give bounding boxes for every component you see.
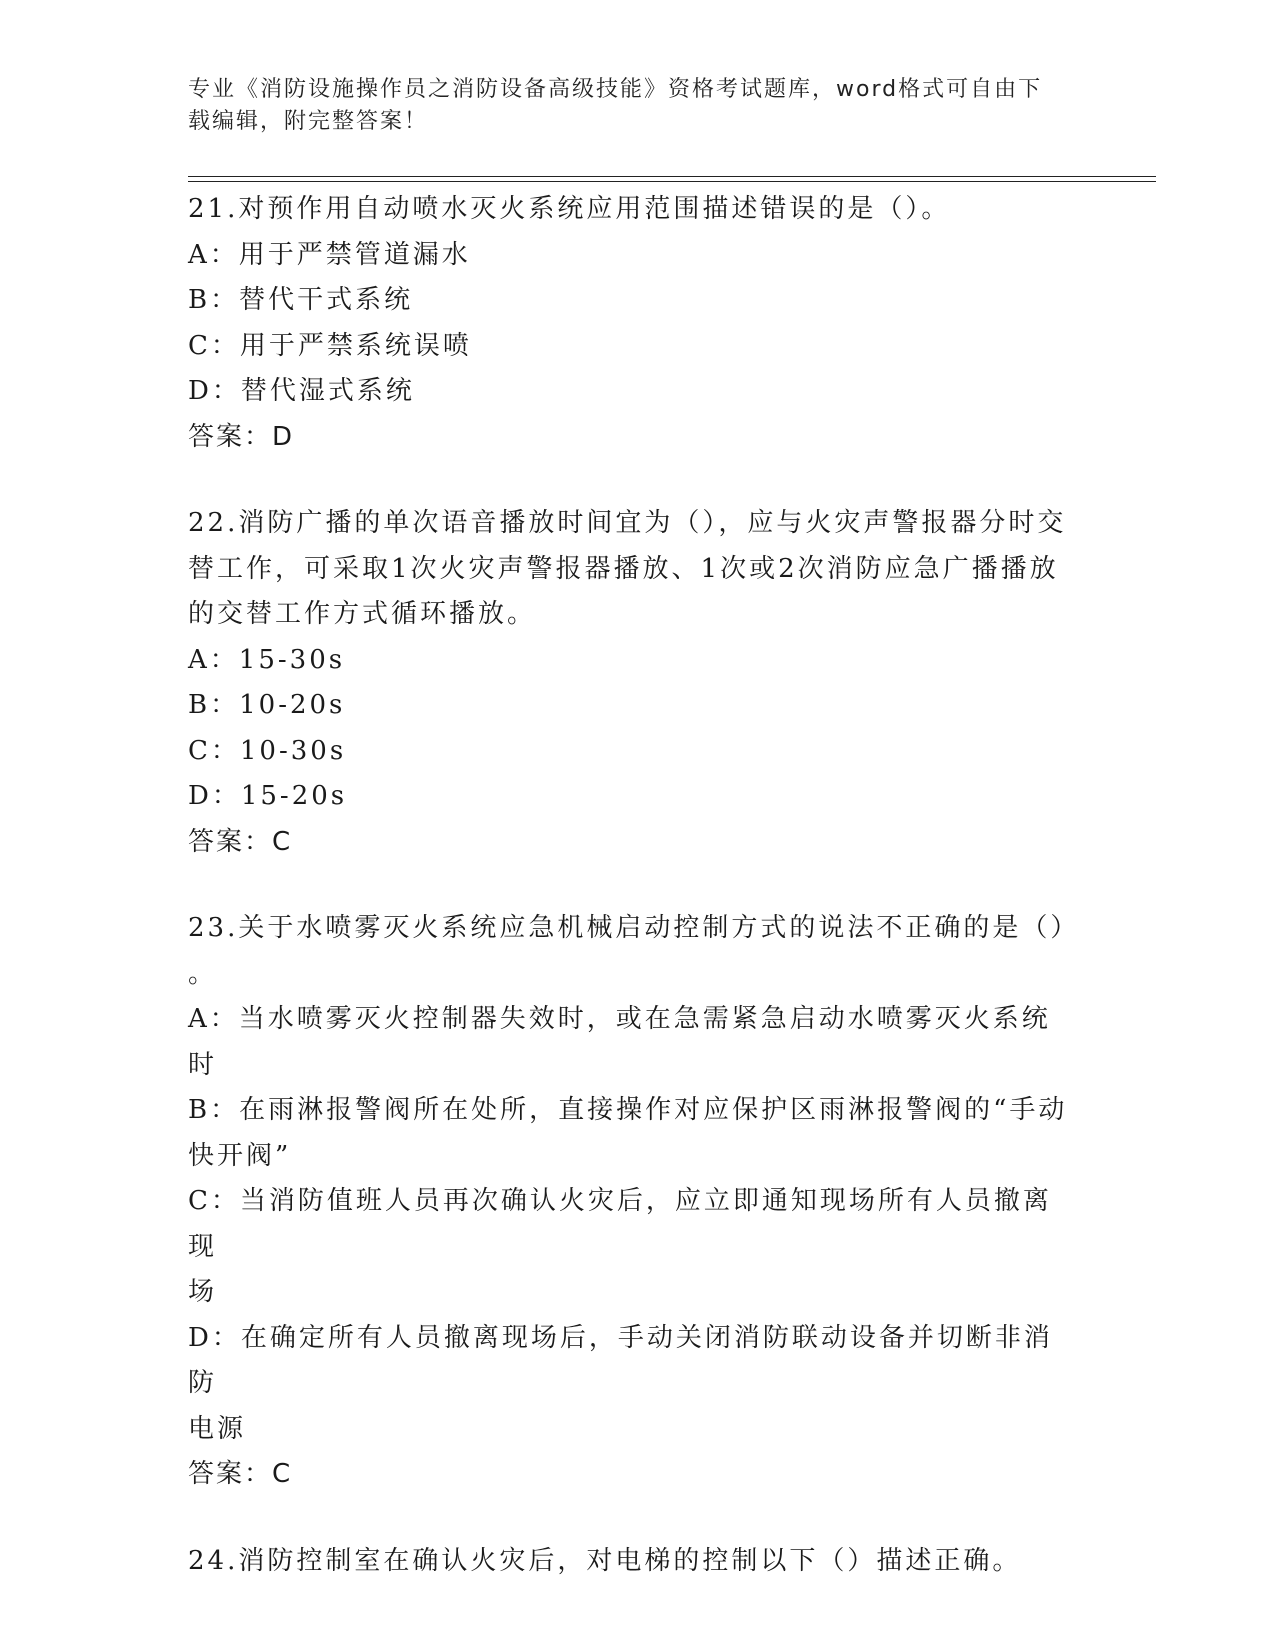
answer-line: 答案：D bbox=[188, 421, 295, 452]
option-a: A：当水喷雾灭火控制器失效时，或在急需紧急启动水喷雾灭火系统时 bbox=[188, 1004, 1051, 1080]
option-a: A：用于严禁管道漏水 bbox=[188, 239, 471, 270]
header-divider bbox=[188, 176, 1156, 177]
spacer bbox=[188, 865, 1078, 906]
stem-line: 替工作，可采取1次火灾声警报器播放、1次或2次消防应急广播播放 bbox=[188, 553, 1059, 584]
question-22 bbox=[188, 501, 1078, 865]
stem-line: 。 bbox=[188, 958, 218, 989]
option-d: D：替代湿式系统 bbox=[188, 376, 415, 406]
spacer bbox=[188, 1498, 1078, 1539]
option-c: C：用于严禁系统误喷 bbox=[188, 330, 472, 361]
question-list bbox=[188, 187, 1078, 1584]
stem-line: 21.对预作用自动喷水灭火系统应用范围描述错误的是（）。 bbox=[188, 194, 951, 224]
question-stem bbox=[188, 906, 1078, 997]
option-line: D：在确定所有人员撤离现场后，手动关闭消防联动设备并切断非消防 bbox=[188, 1322, 1053, 1398]
option-c: C：10-30s bbox=[188, 735, 347, 766]
option-b: B：10-20s bbox=[188, 690, 346, 720]
question-stem bbox=[188, 1539, 1078, 1585]
question-stem bbox=[188, 501, 1078, 638]
document-header bbox=[188, 74, 1068, 138]
header-divider bbox=[188, 181, 1156, 182]
option-b: B：替代干式系统 bbox=[188, 285, 414, 315]
spacer bbox=[188, 460, 1078, 501]
option-d: D：15-20s bbox=[188, 781, 348, 811]
option-line: B：在雨淋报警阀所在处所，直接操作对应保护区雨淋报警阀的“手动 bbox=[188, 1095, 1068, 1125]
question-stem bbox=[188, 187, 1078, 233]
stem-line: 23.关于水喷雾灭火系统应急机械启动控制方式的说法不正确的是（） bbox=[188, 913, 1080, 943]
option-line: 快开阀” bbox=[188, 1140, 292, 1171]
header-line: 载编辑，附完整答案！ bbox=[188, 109, 429, 134]
option-a: A：15-30s bbox=[188, 644, 346, 675]
stem-line: 24.消防控制室在确认火灾后，对电梯的控制以下（）描述正确。 bbox=[188, 1545, 1022, 1576]
header-line: 专业《消防设施操作员之消防设备高级技能》资格考试题库，word格式可自由下 bbox=[188, 77, 1043, 102]
option-c bbox=[188, 1179, 1078, 1316]
option-line: 场 bbox=[188, 1277, 218, 1307]
option-b bbox=[188, 1088, 1078, 1179]
answer-line: 答案：C bbox=[188, 1459, 293, 1489]
stem-line: 22.消防广播的单次语音播放时间宜为（），应与火灾声警报器分时交 bbox=[188, 508, 1067, 538]
option-d bbox=[188, 1316, 1078, 1453]
question-23 bbox=[188, 906, 1078, 1498]
answer-line: 答案：C bbox=[188, 826, 293, 857]
stem-line: 的交替工作方式循环播放。 bbox=[188, 599, 537, 629]
option-line: C：当消防值班人员再次确认火灾后，应立即通知现场所有人员撤离现 bbox=[188, 1186, 1052, 1262]
option-line: 电源 bbox=[188, 1413, 247, 1444]
question-21 bbox=[188, 187, 1078, 460]
question-24 bbox=[188, 1539, 1078, 1585]
